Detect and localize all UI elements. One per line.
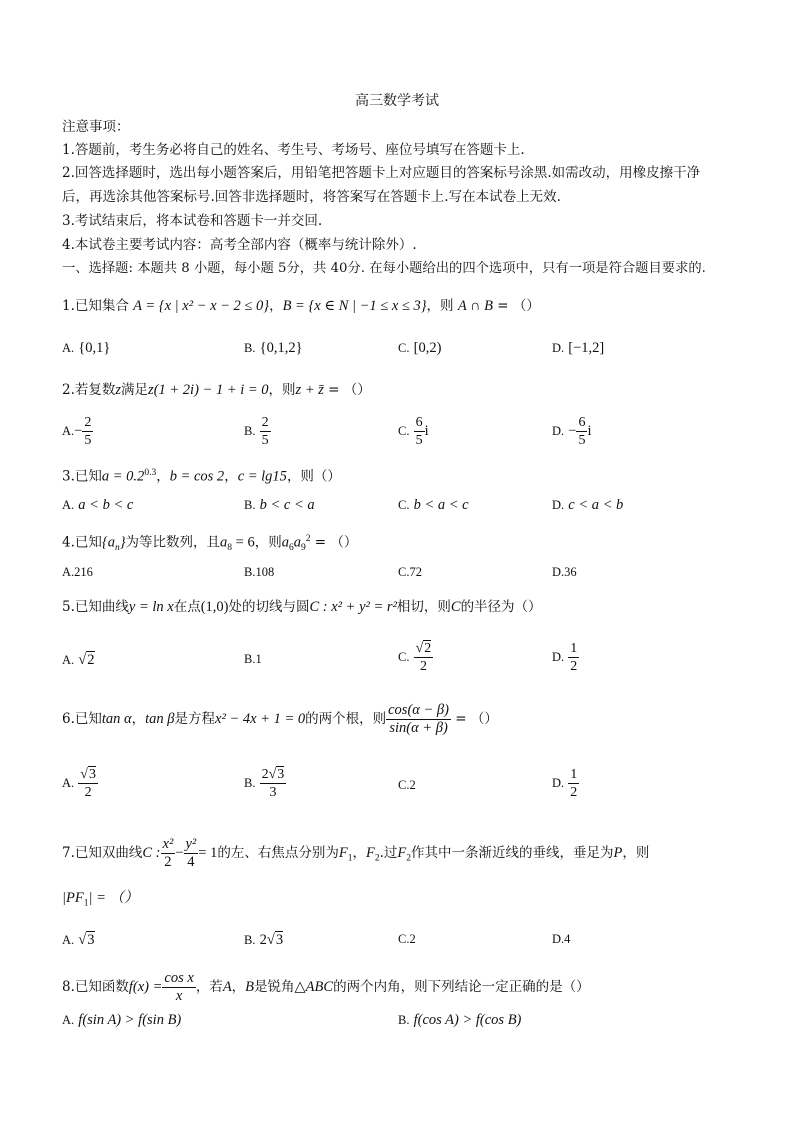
notice-item-1: 1.答题前，考生务必将自己的姓名、考生号、考场号、座位号填写在答题卡上. [62,142,525,158]
notice-item-2: 2.回答选择题时，选出每小题答案后，用铅笔把答题卡上对应题目的答案标号涂黑.如需改动，用橡皮擦干净 [62,165,701,181]
q1-option-b: B. {0,1,2} [244,340,303,356]
notice-heading: 注意事项： [62,119,130,135]
q7-option-a: A. √3 [62,932,95,948]
question-6-stem: 6.已知tan α，tan β是方程x² − 4x + 1 = 0的两个根，则 $\frac{\cos(\alpha - \beta)}{\sin(\alpha + \beta)}$ = （） [62,702,498,736]
q7-option-c: C.2 [398,932,416,946]
question-3-stem: 3.已知$a = 0.2^{0.3}$，b = cos 2，c = lg15，则（） [62,468,341,485]
q7-option-d: D.4 [552,932,571,946]
q2-option-a: A.− $\frac{2}{5}$ [62,415,92,448]
q8-option-a: A. f(sin A) > f(sin B) [62,1012,182,1028]
q3-option-c: C. b < a < c [398,497,469,513]
question-7-stem-cont: $|PF_1|$ = （） [62,890,139,909]
question-7-stem: 7.已知双曲线C : $\frac{\text{x²}}{2}$ − $\frac{\text{y²}}{4}$ = 1的左、右焦点分别为$F_1$，$F_2$.过$F_2$作其中一条渐近线的垂线，垂足为P，则 [62,836,650,870]
question-1-stem: 1.已知集合 A = {x | x² − x − 2 ≤ 0}，B = {x ∈ N | −1 ≤ x ≤ 3}，则 A ∩ B = （） [62,298,540,314]
q2-option-b: B. $\frac{2}{5}$ [244,415,269,448]
q5-option-d: D. $\frac{1}{2}$ [552,641,578,674]
q2-option-c: C. $\frac{6}{5}$ i [398,415,429,448]
q2-option-d: D. − $\frac{6}{5}$ i [552,415,592,448]
q1-option-a: A. {0,1} [62,340,111,356]
page-title: 高三数学考试 [355,93,439,109]
q6-option-b: B. $\frac{2√3}{3}$ [244,767,285,800]
section-heading: 一、选择题: 本题共 8 小题，每小题 5分，共 40分. 在每小题给出的四个选项中，只有一项是符合题目要求的. [62,261,706,276]
q3-option-d: D. c < a < b [552,497,624,513]
question-8-stem: 8.已知函数f(x) = $\frac{\text{cos x}}{x}$ ，若A，B是锐角△ABC的两个内角，则下列结论一定正确的是（） [62,970,590,1004]
question-5-stem: 5.已知曲线y = ln x在点(1,0)处的切线与圆C : x² + y² = r²相切，则C的半径为（） [62,599,542,615]
q5-option-a: A. √2 [62,652,95,668]
q4-option-b: B.108 [244,565,275,579]
q5-option-c: C. $\frac{√2}{2}$ [398,641,432,674]
q4-option-a: A.216 [62,565,93,579]
q4-option-c: C.72 [398,565,422,579]
q1-option-d: D. [−1,2] [552,340,605,356]
q6-option-a: A. $\frac{√3}{2}$ [62,767,96,800]
q3-option-b: B. b < c < a [244,497,315,513]
question-4-stem: 4.已知$\{a_n\}$为等比数列，且$a_8 = 6$，则$a_6a_9^2$ = （） [62,534,358,554]
question-2-stem: 2.若复数z满足z(1 + 2i) − 1 + i = 0，则z + z̄ = （） [62,382,371,398]
q6-option-c: C.2 [398,778,416,792]
q6-option-d: D. $\frac{1}{2}$ [552,767,578,800]
notice-item-2-cont: 后，再选涂其他答案标号.回答非选择题时，将答案写在答题卡上.写在本试卷上无效. [62,189,561,205]
q8-option-b: B. f(cos A) > f(cos B) [398,1012,522,1028]
q5-option-b: B.1 [244,652,262,666]
q3-option-a: A. a < b < c [62,497,134,513]
q4-option-d: D.36 [552,565,577,579]
q1-option-c: C. [0,2) [398,340,442,356]
notice-item-4: 4.本试卷主要考试内容：高考全部内容（概率与统计除外）. [62,237,417,253]
q7-option-b: B. 2√3 [244,932,284,948]
notice-item-3: 3.考试结束后，将本试卷和答题卡一并交回. [62,213,323,229]
